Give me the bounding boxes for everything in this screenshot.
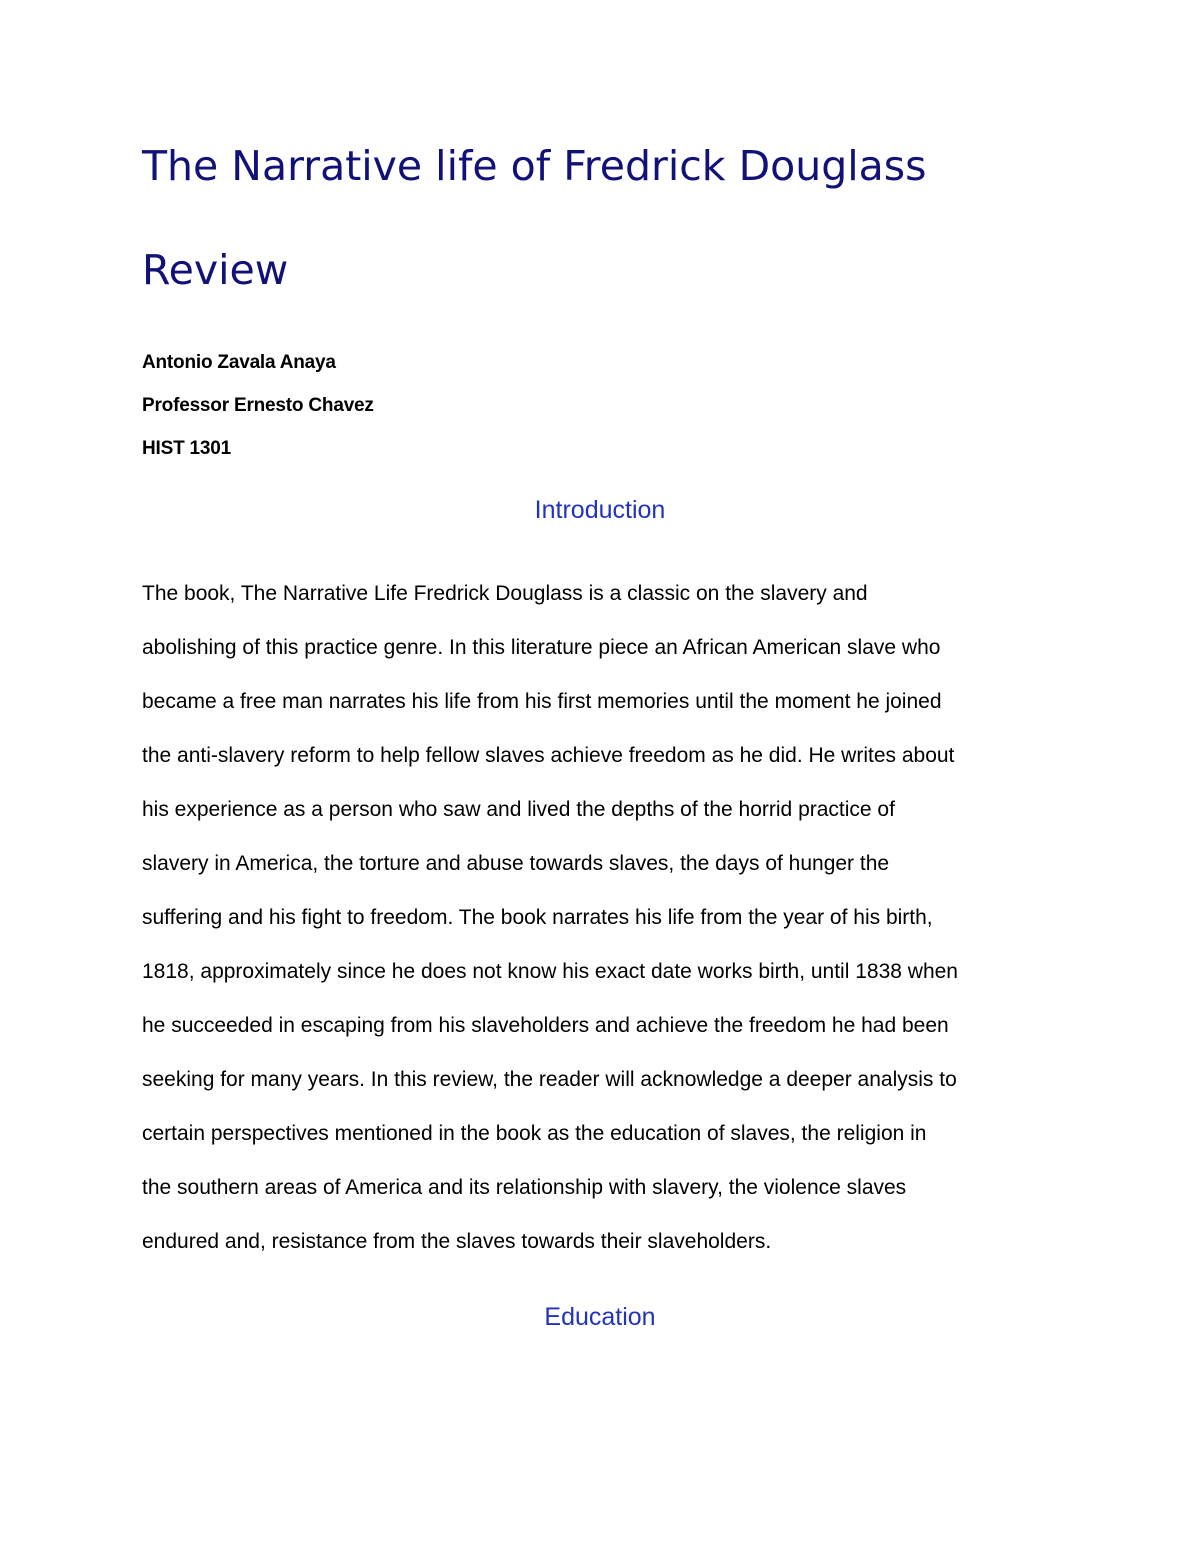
paragraph-line: the southern areas of America and its relationship with slavery, the violence slaves (142, 1176, 907, 1199)
education-heading: Education (544, 1303, 656, 1331)
paragraph-line: became a free man narrates his life from his first memories until the moment he joined (142, 690, 942, 713)
course-code: HIST 1301 (142, 438, 232, 459)
author-name: Antonio Zavala Anaya (142, 352, 336, 373)
paragraph-line: slavery in America, the torture and abuse towards slaves, the days of hunger the (142, 852, 890, 875)
paragraph-line: 1818, approximately since he does not know his exact date works birth, until 1838 when (142, 960, 958, 983)
paragraph-line: The book, The Narrative Life Fredrick Douglass is a classic on the slavery and (142, 582, 868, 605)
paragraph-line: endured and, resistance from the slaves towards their slaveholders. (142, 1230, 772, 1253)
paragraph-line: the anti-slavery reform to help fellow slaves achieve freedom as he did. He writes about (142, 744, 955, 767)
paragraph-line: seeking for many years. In this review, the reader will acknowledge a deeper analysis to (142, 1068, 957, 1091)
paragraph-line: abolishing of this practice genre. In this literature piece an African American slave who (142, 636, 941, 659)
document-title-line-1: The Narrative life of Fredrick Douglass (142, 142, 927, 190)
paragraph-line: suffering and his fight to freedom. The book narrates his life from the year of his birth, (142, 906, 933, 929)
document-title-line-2: Review (142, 246, 289, 294)
paragraph-line: certain perspectives mentioned in the book as the education of slaves, the religion in (142, 1122, 927, 1145)
professor-name: Professor Ernesto Chavez (142, 395, 374, 416)
paragraph-line: his experience as a person who saw and lived the depths of the horrid practice of (142, 798, 895, 821)
introduction-paragraph (142, 567, 1062, 1269)
paragraph-line: he succeeded in escaping from his slaveholders and achieve the freedom he had been (142, 1014, 949, 1037)
introduction-heading: Introduction (534, 496, 666, 524)
